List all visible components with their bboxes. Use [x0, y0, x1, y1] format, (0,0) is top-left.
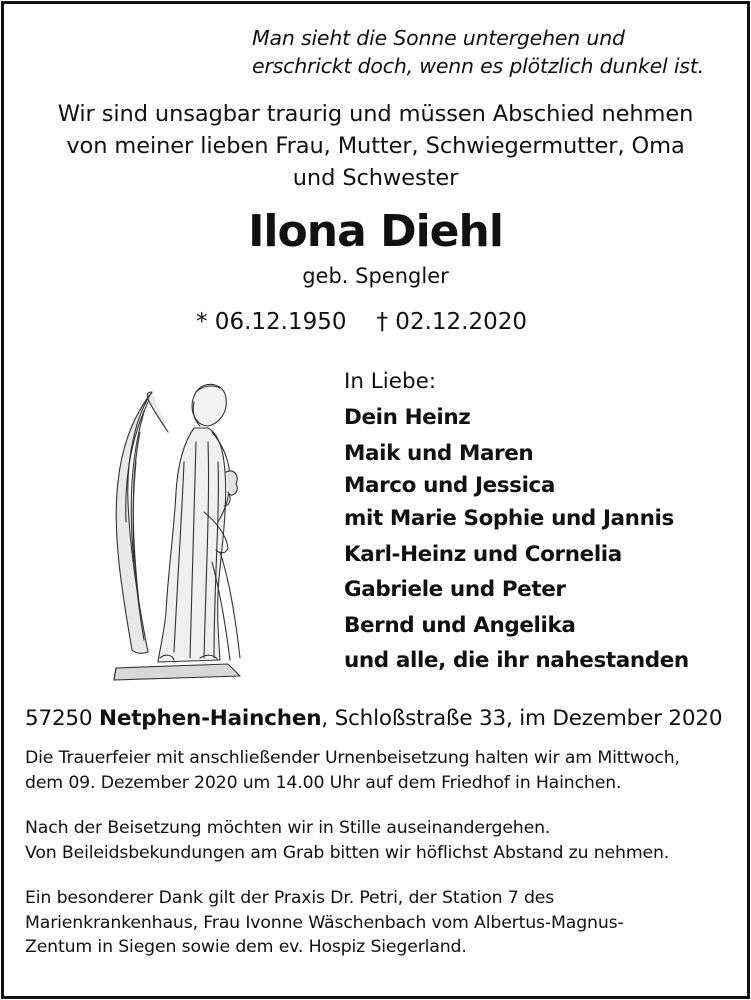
mourner-name: mit Marie Sophie und Jannis	[344, 506, 674, 531]
paragraph-line: Von Beileidsbekundungen am Grab bitten wir höflichst Abstand zu nehmen.	[25, 842, 670, 863]
death-date: † 02.12.2020	[376, 309, 527, 335]
request-paragraph	[25, 816, 737, 865]
deceased-name: Ilona Diehl	[248, 206, 503, 257]
paragraph-line: Nach der Beisetzung möchten wir in Stille auseinandergehen.	[25, 818, 551, 838]
intro-line-1: Wir sind unsagbar traurig und müssen Abschied nehmen	[57, 101, 694, 127]
place-name: Netphen-Hainchen	[99, 706, 322, 731]
postcode: 57250	[25, 706, 93, 731]
intro-line-2: von meiner lieben Frau, Mutter, Schwiegermutter, Oma	[66, 133, 685, 159]
mourner-name: Dein Heinz	[344, 405, 471, 430]
mourners-list	[344, 368, 744, 679]
mourner-name: Karl-Heinz und Cornelia	[344, 541, 622, 567]
mourner-name: Bernd und Angelika	[344, 612, 576, 638]
paragraph-line: dem 09. Dezember 2020 um 14.00 Uhr auf dem Friedhof in Hainchen.	[25, 772, 622, 793]
birth-date: * 06.12.1950	[196, 309, 347, 335]
quote-line-1: Man sieht die Sonne untergehen und	[252, 26, 625, 50]
epigraph-quote	[252, 24, 732, 80]
birth-name: geb. Spengler	[302, 264, 449, 288]
mourner-name: Marco und Jessica	[344, 473, 555, 498]
mourner-name: und alle, die ihr nahestanden	[344, 648, 689, 673]
thanks-paragraph	[25, 886, 737, 960]
life-dates	[196, 306, 527, 338]
paragraph-line: Die Trauerfeier mit anschließender Urnenbeisetzung halten wir am Mittwoch,	[25, 748, 680, 768]
intro-text	[0, 98, 751, 194]
mourners-lead: In Liebe:	[344, 369, 437, 394]
paragraph-line: Marienkrankenhaus, Frau Ivonne Wäschenbach vom Albertus-Magnus-	[25, 912, 624, 933]
mourner-name: Gabriele und Peter	[344, 577, 566, 602]
paragraph-line: Zentum in Siegen sowie dem ev. Hospiz Siegerland.	[25, 937, 467, 957]
paragraph-line: Ein besonderer Dank gilt der Praxis Dr. Petri, der Station 7 des	[25, 888, 555, 908]
quote-line-2: erschrickt doch, wenn es plötzlich dunkel ist.	[252, 54, 704, 78]
funeral-paragraph	[25, 746, 737, 795]
intro-line-3: und Schwester	[292, 165, 459, 191]
angel-statue-icon	[108, 372, 248, 684]
mourner-name: Maik und Maren	[344, 440, 534, 466]
address-rest: , Schloßstraße 33, im Dezember 2020	[321, 706, 723, 731]
address-line	[25, 704, 722, 734]
